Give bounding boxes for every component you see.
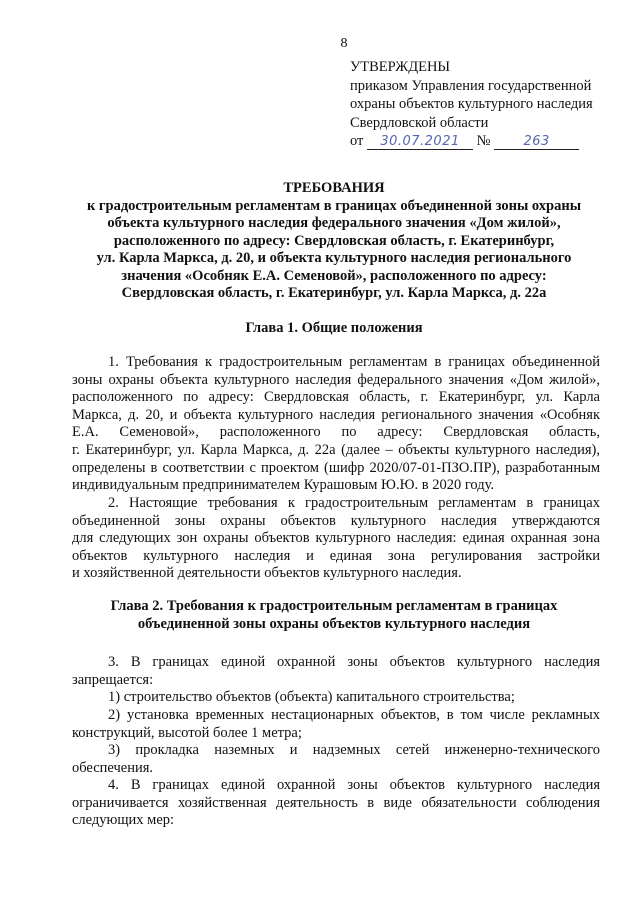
approval-line: охраны объектов культурного наследия — [350, 96, 593, 112]
text-line: расположенного по адресу: Свердловская область, г. Екатеринбург, ул. Карла — [72, 389, 600, 406]
text-line: обеспечения. — [72, 759, 154, 776]
chapter-1-heading — [72, 320, 596, 338]
text-line: г. Екатеринбург, ул. Карла Маркса, д. 22а (далее – объекты культурного наследия), — [72, 441, 600, 458]
approval-date-row — [350, 132, 620, 151]
text-line: объектов культурного наследия и единая зона регулирования застройки — [72, 547, 600, 564]
approval-block — [350, 58, 620, 151]
text-line: для следующих зон охраны объектов культурного наследия: единая охранная зона — [72, 530, 600, 547]
text-line: конструкций, высотой более 1 метра; — [72, 724, 302, 741]
paragraph-3-item-1 — [72, 689, 600, 707]
title-line: ТРЕБОВАНИЯ — [283, 180, 385, 196]
approval-line: УТВЕРЖДЕНЫ — [350, 59, 451, 75]
paragraph-4 — [72, 777, 600, 830]
approval-line: приказом Управления государственной — [350, 77, 592, 94]
handwritten-date: 30.07.2021 — [367, 135, 473, 150]
text-line: определены в соответствии с проектом (шифр 2020/07-01-ПЗО.ПР), разработанным — [72, 459, 600, 476]
paragraph-3 — [72, 654, 600, 689]
title-line: расположенного по адресу: Свердловская область, г. Екатеринбург, — [113, 232, 555, 249]
text-line: зоны охраны объекта культурного наследия федерального значения «Дом жилой», — [72, 371, 600, 388]
text-line: 1) строительство объектов (объекта) капитального строительства; — [108, 689, 515, 705]
paragraph-2 — [72, 495, 600, 583]
paragraph-1 — [72, 354, 600, 495]
paragraph-3-item-3 — [72, 742, 600, 777]
heading-line: Глава 2. Требования к градостроительным регламентам в границах — [110, 598, 558, 614]
text-line: 4. В границах единой охранной зоны объектов культурного наследия — [108, 777, 600, 793]
text-line: и хозяйственной деятельности объектов культурного наследия. — [72, 565, 462, 582]
text-line: 3. В границах единой охранной зоны объектов культурного наследия — [108, 654, 600, 670]
text-line: 2. Настоящие требования к градостроительным регламентам в границах — [108, 495, 600, 511]
title-line: объекта культурного наследия федерального значения «Дом жилой», — [107, 215, 561, 231]
text-line: объединенной зоны охраны объектов культурного наследия утверждаются — [72, 512, 600, 529]
handwritten-number: 263 — [494, 135, 579, 150]
number-label: № — [476, 133, 491, 149]
page-number: 8 — [340, 36, 348, 51]
text-line: 3) прокладка наземных и надземных сетей инженерно-технического — [108, 742, 600, 758]
chapter-2-heading — [72, 598, 596, 633]
title-line: значения «Особняк Е.А. Семеновой», расположенного по адресу: — [121, 267, 547, 284]
text-line: индивидуальным предпринимателем Курашовым Ю.Ю. в 2020 году. — [72, 477, 495, 494]
text-line: Маркса, д. 20, и объекта культурного наследия регионального значения «Особняк — [72, 406, 600, 423]
text-line: ограничивается хозяйственная деятельность в виде обязательности соблюдения — [72, 794, 600, 811]
text-line: Е.А. Семеновой», расположенного по адресу: Свердловская область, — [72, 424, 600, 441]
heading-line: объединенной зоны охраны объектов культурного наследия — [137, 615, 531, 632]
title-line: к градостроительным регламентам в границах объединенной зоны охраны — [86, 197, 582, 214]
text-line: 1. Требования к градостроительным регламентам в границах объединенной — [108, 354, 600, 370]
text-line: следующих мер: — [72, 812, 175, 829]
from-label: от — [350, 133, 364, 149]
heading-line: Глава 1. Общие положения — [245, 320, 423, 336]
text-line: 2) установка временных нестационарных объектов, в том числе рекламных — [108, 707, 600, 723]
approval-line: Свердловской области — [350, 114, 489, 131]
document-title — [72, 180, 596, 303]
title-line: ул. Карла Маркса, д. 20, и объекта культурного наследия регионального — [96, 250, 572, 266]
title-line: Свердловская область, г. Екатеринбург, ул. Карла Маркса, д. 22а — [121, 285, 547, 301]
paragraph-3-item-2 — [72, 707, 600, 742]
text-line: запрещается: — [72, 671, 154, 688]
